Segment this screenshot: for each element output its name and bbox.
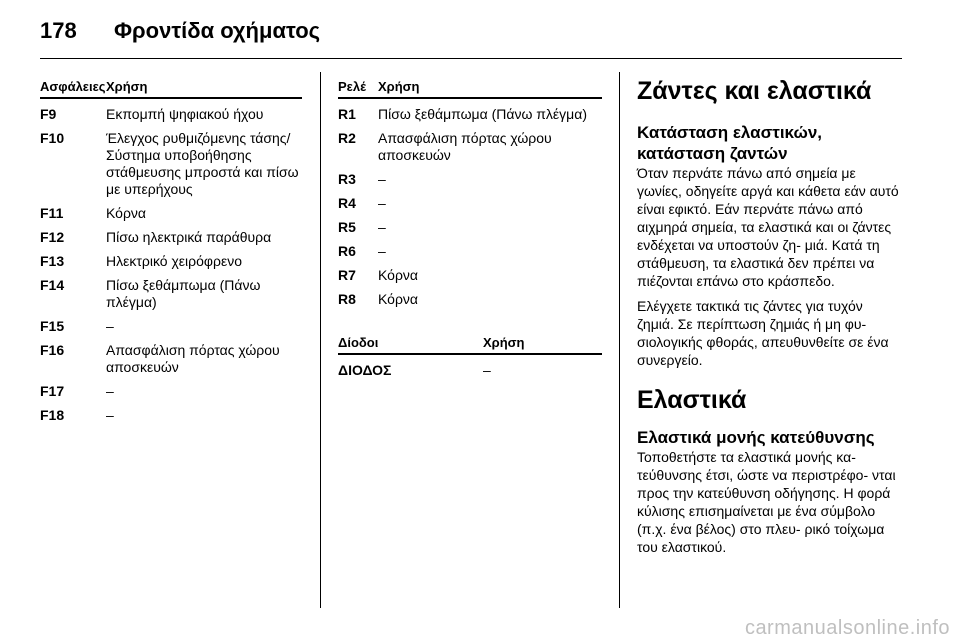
fuse-value: – — [106, 407, 114, 423]
fuse-row — [40, 407, 302, 424]
relay-value: Κόρνα — [378, 267, 419, 283]
relays-table-header — [338, 78, 602, 99]
relay-value: – — [378, 195, 386, 211]
relay-row — [338, 243, 602, 260]
fuse-row — [40, 205, 302, 222]
diode-row — [338, 362, 602, 379]
fuse-key: F17 — [40, 383, 65, 399]
fuse-key: F18 — [40, 407, 65, 423]
fuse-row — [40, 253, 302, 270]
column-divider-2 — [619, 72, 620, 608]
fuse-value: Κόρνα — [106, 205, 147, 221]
relay-key: R6 — [338, 243, 356, 259]
relay-row — [338, 267, 602, 284]
fuse-value: Εκπομπή ψηφιακού ήχου — [106, 106, 264, 122]
fuse-row — [40, 383, 302, 400]
section-title-tires: Ελαστικά — [637, 386, 747, 414]
fuse-key: F9 — [40, 106, 57, 122]
fuse-key: F14 — [40, 277, 65, 293]
paragraph-directional: Τοποθετήστε τα ελαστικά μονής κα- τεύθυνσης έτσι, ώστε να περιστρέφο- νται προς την κατεύθυνση οδήγησης. Η φορά κύλισης επισημαίνεται με ένα σύμβολο (π.χ. ένα βέλος) στο πλευ- ρικό τοίχωμα του ελαστικού. — [637, 449, 896, 555]
fuse-row — [40, 342, 302, 376]
fuse-key: F15 — [40, 318, 65, 334]
watermark: carmanualsonline.info — [744, 617, 950, 639]
relay-key: R8 — [338, 291, 356, 307]
fuses-col1-header: Ασφάλειες — [40, 79, 106, 94]
fuse-row — [40, 106, 302, 123]
fuse-value: – — [106, 383, 114, 399]
diodes-col1-header: Δίοδοι — [338, 335, 379, 350]
fuses-col2-header: Χρήση — [106, 79, 148, 94]
fuses-table — [40, 78, 302, 424]
page-title: Φροντίδα οχήματος — [114, 18, 321, 43]
fuse-key: F12 — [40, 229, 65, 245]
fuse-row — [40, 318, 302, 335]
fuse-row — [40, 229, 302, 246]
relay-row — [338, 171, 602, 188]
fuse-value: Πίσω ξεθάμπωμα (Πάνω πλέγμα) — [106, 277, 261, 310]
relay-key: R1 — [338, 106, 356, 122]
diodes-table-header — [338, 334, 602, 355]
relay-row — [338, 219, 602, 236]
paragraph-condition-1: Όταν περνάτε πάνω από σημεία με γωνίες, οδηγείτε αργά και κάθετα εάν αυτό είναι εφικτό. Εάν περνάτε πάνω από αιχμηρά σημεία, τα ελαστικά και οι ζάντες ενδέχεται να υποστούν ζη- μιά. Κατά τη στάθμευση, τα ελαστικά δεν πρέπει να πιέζονται επάνω στο κράσπεδο. — [637, 165, 899, 289]
fuse-row — [40, 277, 302, 311]
relay-row — [338, 195, 602, 212]
tires-section — [637, 76, 902, 556]
fuse-value: Ηλεκτρικό χειρόφρενο — [106, 253, 242, 269]
relay-key: R3 — [338, 171, 356, 187]
fuse-value: Έλεγχος ρυθμιζόμενης τάσης/Σύστημα υποβοήθησης στάθμευσης μπροστά και πίσω με υπερήχους — [106, 130, 299, 197]
paragraph-condition-2: Ελέγχετε τακτικά τις ζάντες για τυχόν ζημιά. Σε περίπτωση ζημιάς ή μη φυ- σιολογικής φθοράς, απευθυνθείτε σε ένα συνεργείο. — [637, 298, 889, 368]
relay-row — [338, 130, 602, 164]
fuse-key: F16 — [40, 342, 65, 358]
diode-value: – — [483, 362, 491, 378]
fuse-value: – — [106, 318, 114, 334]
diodes-col2-header: Χρήση — [483, 335, 525, 350]
relays-col2-header: Χρήση — [378, 79, 420, 94]
diode-key: ΔΙΟΔΟΣ — [338, 362, 392, 378]
fuse-key: F11 — [40, 205, 64, 221]
fuse-key: F13 — [40, 253, 65, 269]
column-divider-1 — [320, 72, 321, 608]
page-header — [40, 18, 320, 44]
relay-value: Πίσω ξεθάμπωμα (Πάνω πλέγμα) — [378, 106, 587, 122]
relay-key: R4 — [338, 195, 356, 211]
fuse-row — [40, 130, 302, 198]
relay-key: R7 — [338, 267, 356, 283]
section-title-wheels-tires: Ζάντες και ελαστικά — [637, 77, 872, 105]
relay-value: – — [378, 243, 386, 259]
relay-key: R2 — [338, 130, 356, 146]
heading-tire-condition: Κατάσταση ελαστικών, κατάσταση ζαντών — [637, 123, 822, 163]
heading-directional-tires: Ελαστικά μονής κατεύθυνσης — [637, 428, 875, 447]
fuse-value: Απασφάλιση πόρτας χώρου αποσκευών — [106, 342, 280, 375]
relays-col1-header: Ρελέ — [338, 79, 366, 94]
fuse-key: F10 — [40, 130, 65, 146]
relay-row — [338, 291, 602, 308]
relays-column — [338, 78, 602, 379]
relay-value: Κόρνα — [378, 291, 419, 307]
header-rule — [40, 58, 902, 59]
relay-value: – — [378, 171, 386, 187]
relay-key: R5 — [338, 219, 356, 235]
fuse-value: Πίσω ηλεκτρικά παράθυρα — [106, 229, 272, 245]
fuses-table-header — [40, 78, 302, 99]
relay-row — [338, 106, 602, 123]
relay-value: – — [378, 219, 386, 235]
page-number: 178 — [40, 18, 77, 43]
relay-value: Απασφάλιση πόρτας χώρου αποσκευών — [378, 130, 552, 163]
